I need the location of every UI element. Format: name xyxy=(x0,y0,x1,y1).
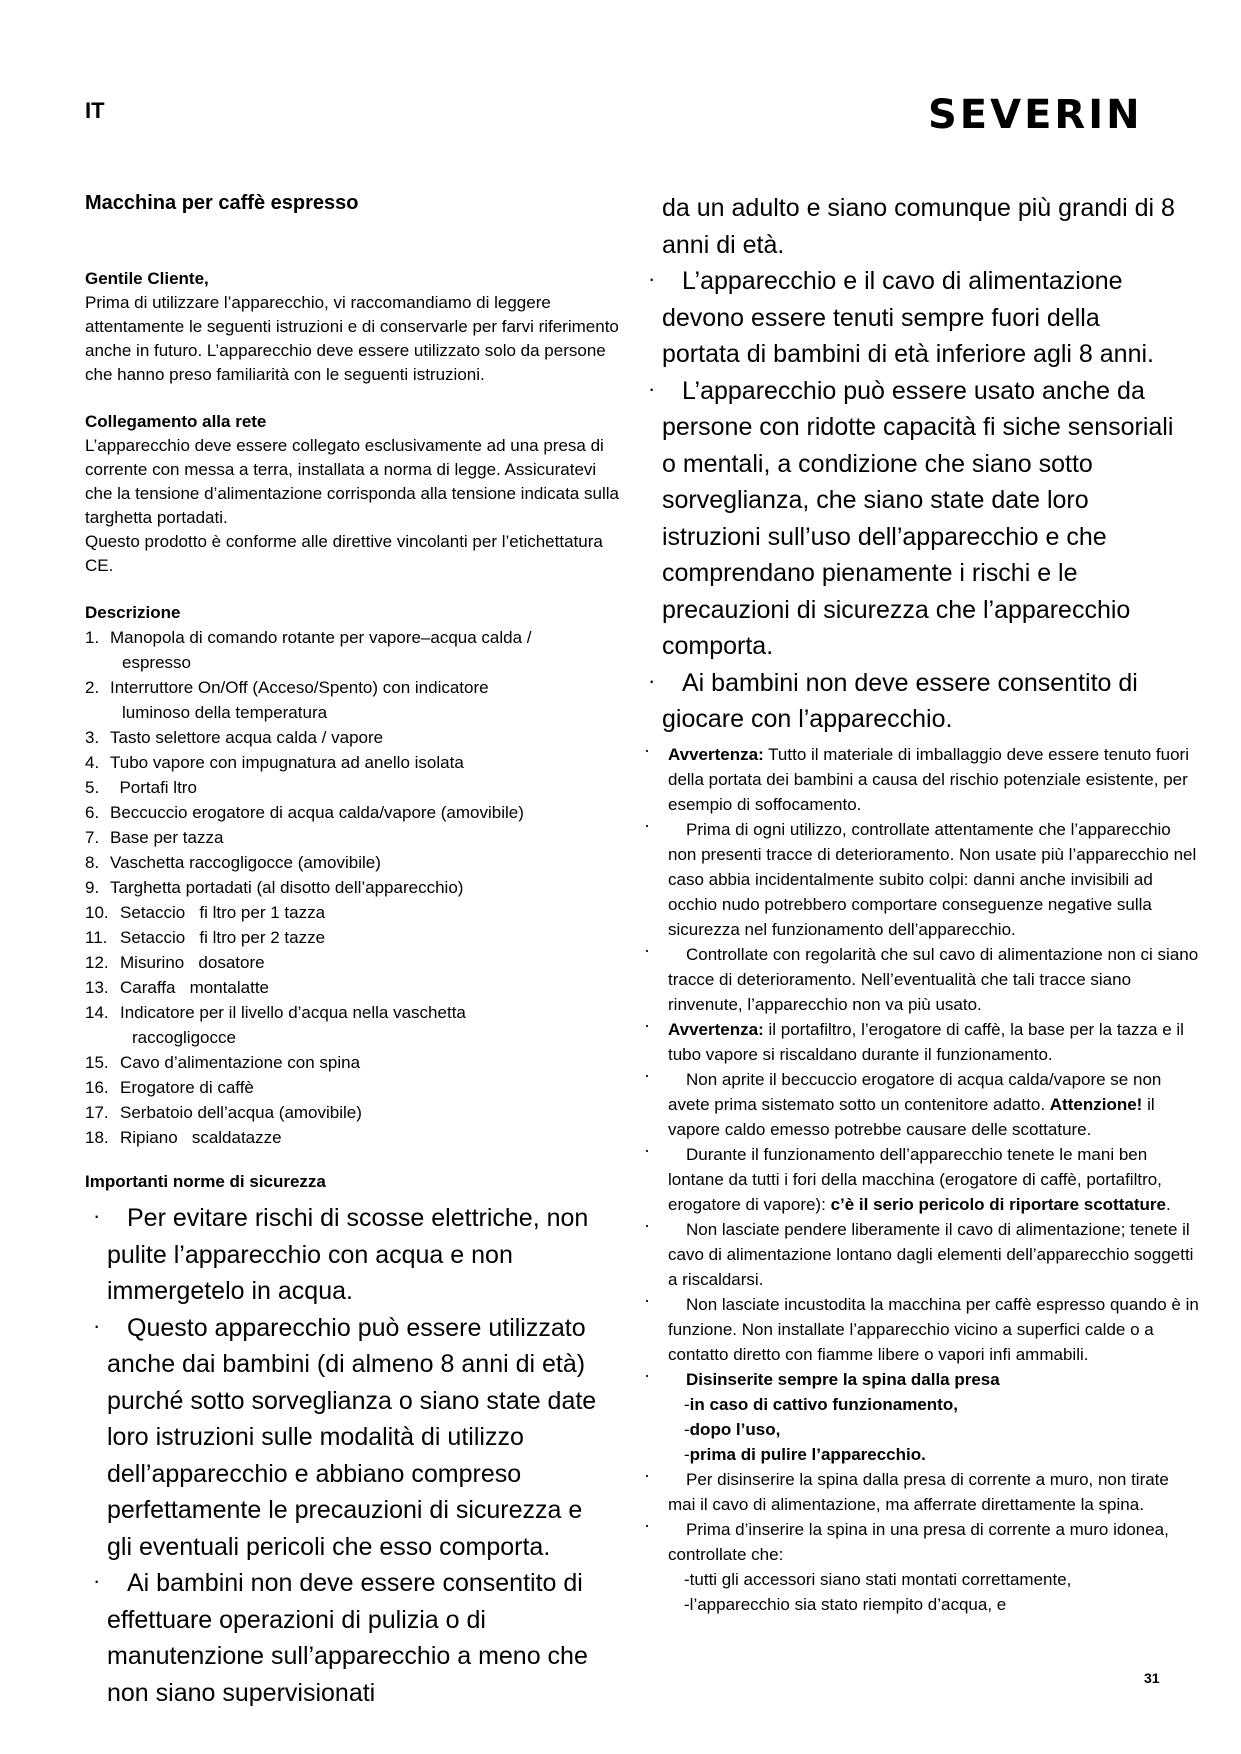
item-number: 15. xyxy=(85,1053,109,1072)
dash-icon: - xyxy=(684,1419,690,1439)
sub-item: -prima di pulire l’apparecchio. xyxy=(684,1444,926,1464)
description-item xyxy=(85,750,625,775)
description-item xyxy=(85,925,625,950)
item-text: Portafi ltro xyxy=(110,778,197,797)
description-item xyxy=(85,950,625,975)
safety-item: · Prima di ogni utilizzo, controllate attentamente che l’apparecchio non presenti tracce di deterioramento. Non usate più l’apparecchio nel caso abbia incidentalmente subito colpi: danni anche invisibili ad occhio nudo potrebbero comportare conseguenze negative sulla sicurezza nel funzionamento dell’apparecchio. xyxy=(644,814,1197,939)
description-item xyxy=(85,1100,625,1125)
bullet-icon: · xyxy=(648,266,656,291)
item-text: Setaccio fi ltro per 2 tazze xyxy=(120,928,326,947)
item-text: Targhetta portadati (al disotto dell’apparecchio) xyxy=(110,878,464,897)
page-number: 31 xyxy=(1144,1670,1160,1686)
description-item xyxy=(85,775,625,800)
item-number: 7. xyxy=(85,828,100,847)
bullet-icon: · xyxy=(644,1064,650,1085)
item-text-continued: espresso xyxy=(122,653,191,672)
item-text: Base per tazza xyxy=(110,828,224,847)
safety-item: · Controllate con regolarità che sul cavo di alimentazione non ci siano tracce di deterioramento. Nell’eventualità che tali tracce siano rinvenute, l’apparecchio non va più usato. xyxy=(644,939,1199,1014)
item-number: 18. xyxy=(85,1128,109,1147)
item-number: 1. xyxy=(85,628,100,647)
item-text: Misurino dosatore xyxy=(120,953,265,972)
description-item xyxy=(85,850,625,875)
left-column xyxy=(85,192,625,1711)
description-item xyxy=(85,800,625,825)
severin-logo: SEVERIN xyxy=(928,92,1143,138)
warning-item: · Avvertenza: il portafiltro, l’erogatore di caffè, la base per la tazza e il tubo vapore si riscaldano durante il funzionamento. xyxy=(644,1014,1184,1064)
item-text: Tasto selettore acqua calda / vapore xyxy=(110,728,384,747)
warning-item: · Avvertenza: Tutto il materiale di imballaggio deve essere tenuto fuori della portata dei bambini a causa del rischio potenziale esistente, per esempio di soffocamento. xyxy=(644,739,1189,814)
connection-heading: Collegamento alla rete xyxy=(85,412,267,431)
greeting-text: Prima di utilizzare l’apparecchio, vi raccomandiamo di leggere attentamente le seguenti istruzioni e di conservarle per farvi riferimento anche in futuro. L’apparecchio deve essere utilizzato solo da persone che hanno preso familiarità con le seguenti istruzioni. xyxy=(85,293,619,384)
item-number: 17. xyxy=(85,1103,109,1122)
bullet-icon: · xyxy=(644,939,650,960)
bullet-icon: · xyxy=(93,1203,101,1228)
safety-item: · Non lasciate incustodita la macchina per caffè espresso quando è in funzione. Non installate l’apparecchio vicino a superfici calde o a contatto diretto con fiamme libere o vapori infi ammabili. xyxy=(644,1289,1199,1364)
sub-item: -tutti gli accessori siano stati montati correttamente, xyxy=(684,1569,1072,1589)
greeting-section xyxy=(85,267,625,387)
item-text: Interruttore On/Off (Acceso/Spento) con indicatore xyxy=(110,678,489,697)
item-text: Beccuccio erogatore di acqua calda/vapore (amovibile) xyxy=(110,803,524,822)
safety-item: · Per evitare rischi di scosse elettriche, non pulite l’apparecchio con acqua e non immergetelo in acqua. xyxy=(85,1200,605,1310)
sub-item: -in caso di cattivo funzionamento, xyxy=(684,1394,958,1414)
safety-item: · Ai bambini non deve essere consentito di effettuare operazioni di pulizia o di manutenzione sull’apparecchio a meno che non siano supervisionati xyxy=(85,1565,605,1711)
safety-item: · Questo apparecchio può essere utilizzato anche dai bambini (di almeno 8 anni di età) purché sotto sorveglianza o siano state date loro istruzioni sulle modalità di utilizzo dell’apparecchio e abbiano compreso perfettamente le precauzioni di sicurezza e gli eventuali pericoli che esso comporta. xyxy=(85,1310,605,1566)
item-text: Erogatore di caffè xyxy=(120,1078,254,1097)
item-number: 12. xyxy=(85,953,109,972)
dash-icon: - xyxy=(684,1594,690,1614)
description-item xyxy=(85,875,625,900)
check-sublist xyxy=(668,1567,1200,1617)
item-text: Setaccio fi ltro per 1 tazza xyxy=(120,903,326,922)
bullet-icon: · xyxy=(648,375,656,401)
description-item xyxy=(85,675,625,725)
connection-section xyxy=(85,410,625,578)
item-number: 3. xyxy=(85,728,100,747)
item-number: 13. xyxy=(85,978,109,997)
item-number: 11. xyxy=(85,928,108,947)
safety-item: · Per disinserire la spina dalla presa di corrente a muro, non tirate mai il cavo di alimentazione, ma afferrate direttamente la spina. xyxy=(644,1464,1169,1514)
item-text: Tubo vapore con impugnatura ad anello isolata xyxy=(110,753,464,772)
description-section xyxy=(85,601,625,1150)
safety-item: · Prima d’inserire la spina in una presa di corrente a muro idonea, controllate che: -tutti gli accessori siano stati montati correttamente, -l’apparecchio sia stato riempito d’acqua, e xyxy=(640,1517,1200,1617)
bullet-icon: · xyxy=(644,739,650,760)
item-text: Indicatore per il livello d’acqua nella vaschetta xyxy=(120,1003,466,1022)
page-title: Macchina per caffè espresso xyxy=(85,192,359,214)
dash-icon: - xyxy=(684,1444,690,1464)
item-text-continued: luminoso della temperatura xyxy=(122,703,328,722)
item-text: Ripiano scaldatazze xyxy=(120,1128,282,1147)
connection-text-1: L’apparecchio deve essere collegato esclusivamente ad una presa di corrente con messa a terra, installata a norma di legge. Assicuratevi che la tensione d’alimentazione corrisponda alla tensione indicata sulla targhetta portadati. xyxy=(85,436,619,527)
bullet-icon: · xyxy=(93,1568,101,1593)
description-item xyxy=(85,1050,625,1075)
item-number: 4. xyxy=(85,753,100,772)
bullet-icon: · xyxy=(644,1139,650,1160)
bullet-icon: · xyxy=(644,1514,650,1535)
item-text: Vaschetta raccogligocce (amovibile) xyxy=(110,853,381,872)
safety-item-continued: da un adulto e siano comunque più grandi di 8 anni di età. xyxy=(662,194,1175,259)
bullet-icon: · xyxy=(644,814,650,835)
item-number: 8. xyxy=(85,853,100,872)
unplug-sublist xyxy=(668,1392,1200,1467)
description-item xyxy=(85,725,625,750)
item-text: Caraffa montalatte xyxy=(120,978,269,997)
bullet-icon: · xyxy=(93,1312,101,1338)
unplug-item: · Disinserite sempre la spina dalla presa -in caso di cattivo funzionamento, -dopo l’uso, -prima di pulire l’apparecchio. xyxy=(640,1367,1200,1467)
sub-item: -dopo l’uso, xyxy=(684,1419,781,1439)
bullet-icon: · xyxy=(644,1464,650,1485)
item-number: 2. xyxy=(85,678,100,697)
safety-item: · Durante il funzionamento dell’apparecchio tenete le mani ben lontane da tutti i fori della macchina (erogatore di caffè, portafiltro, erogatore di vapore): c’è il serio pericolo di riportare scottature. xyxy=(644,1139,1171,1214)
safety-item: · L’apparecchio può essere usato anche da persone con ridotte capacità fi siche sensoriali o mentali, a condizione che siano sotto sorveglianza, che siano state date loro istruzioni sull’uso dell’apparecchio e che comprendano pienamente i rischi e le precauzioni di sicurezza che l’apparecchio comporta. xyxy=(640,373,1180,665)
description-item xyxy=(85,825,625,850)
safety-item: · Non aprite il beccuccio erogatore di acqua calda/vapore se non avete prima sistemato sotto un contenitore adatto. Attenzione! il vapore caldo emesso potrebbe causare delle scottature. xyxy=(644,1064,1162,1139)
bullet-icon: · xyxy=(648,667,656,693)
description-item xyxy=(85,1075,625,1100)
bullet-icon: · xyxy=(644,1364,650,1385)
safety-item: · Non lasciate pendere liberamente il cavo di alimentazione; tenete il cavo di alimentazione lontano dagli elementi dell’apparecchio soggetti a riscaldarsi. xyxy=(644,1214,1194,1289)
bullet-icon: · xyxy=(644,1289,650,1310)
description-item xyxy=(85,625,625,675)
safety-item: · Ai bambini non deve essere consentito di giocare con l’apparecchio. xyxy=(640,665,1180,738)
item-text: Serbatoio dell’acqua (amovibile) xyxy=(120,1103,362,1122)
item-number: 10. xyxy=(85,903,109,922)
item-number: 16. xyxy=(85,1078,109,1097)
language-code: IT xyxy=(85,98,105,123)
description-heading: Descrizione xyxy=(85,603,181,622)
safety-heading: Importanti norme di sicurezza xyxy=(85,1172,326,1191)
bullet-icon: · xyxy=(644,1214,650,1235)
item-number: 6. xyxy=(85,803,100,822)
greeting-heading: Gentile Cliente, xyxy=(85,269,209,288)
item-number: 9. xyxy=(85,878,100,897)
bullet-icon: · xyxy=(644,1014,650,1035)
item-text-continued: raccogligocce xyxy=(132,1028,236,1047)
dash-icon: - xyxy=(684,1569,690,1589)
description-item xyxy=(85,975,625,1000)
item-text: Manopola di comando rotante per vapore–acqua calda / xyxy=(110,628,532,647)
item-text: Cavo d’alimentazione con spina xyxy=(120,1053,361,1072)
description-item xyxy=(85,900,625,925)
description-item xyxy=(85,1000,625,1050)
description-item xyxy=(85,1125,625,1150)
safety-item: · L’apparecchio e il cavo di alimentazione devono essere tenuti sempre fuori della portata di bambini di età inferiore agli 8 anni. xyxy=(640,263,1180,373)
connection-text-2: Questo prodotto è conforme alle direttive vincolanti per l’etichettatura CE. xyxy=(85,532,603,575)
safety-section xyxy=(85,1170,625,1711)
item-number: 14. xyxy=(85,1003,109,1022)
item-number: 5. xyxy=(85,778,100,797)
dash-icon: - xyxy=(684,1394,690,1414)
right-column xyxy=(640,192,1200,1617)
description-list xyxy=(85,625,625,1150)
sub-item: -l’apparecchio sia stato riempito d’acqua, e xyxy=(684,1594,1007,1614)
